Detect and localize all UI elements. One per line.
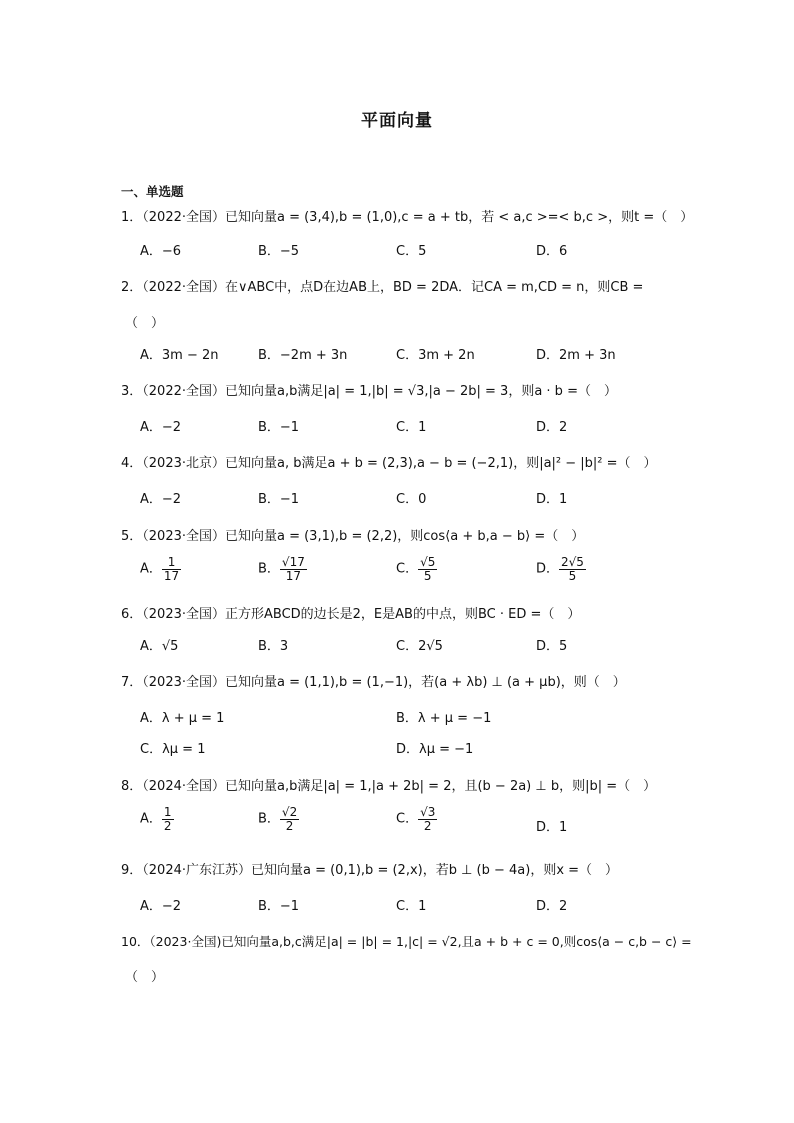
question-1-options: [140, 240, 680, 270]
numerator: √5: [420, 555, 436, 569]
option-a: A．−2: [140, 492, 182, 507]
question-1: 1．（2022·全国）已知向量a = (3,4),b = (1,0),c = a + tb，若 < a,c >=< b,c >，则t =（ ）: [121, 210, 694, 225]
question-5-options: [140, 556, 680, 592]
option-c: C．1: [396, 420, 427, 435]
question-2-bracket: （ ）: [125, 316, 165, 331]
numerator: √17: [281, 555, 305, 569]
denominator: 17: [163, 568, 180, 583]
fraction: [162, 806, 174, 832]
option-a: A．3m − 2n: [140, 348, 219, 363]
option-b: B．λ + μ = −1: [396, 711, 492, 726]
question-10-bracket: （ ）: [125, 970, 165, 985]
option-a: A．−6: [140, 244, 182, 259]
denominator: 5: [568, 568, 577, 583]
option-d: [536, 556, 586, 582]
question-7: 7．（2023·全国）已知向量a = (1,1),b = (1,−1)，若(a + λb) ⊥ (a + μb)，则（ ）: [121, 675, 626, 690]
fraction: [280, 806, 299, 832]
option-d: [536, 816, 567, 835]
option-label: C．: [396, 561, 419, 577]
option-b: [258, 806, 299, 832]
option-a: A．−2: [140, 899, 182, 914]
numerator: √2: [281, 805, 298, 819]
option-a: A．−2: [140, 420, 182, 435]
numerator: √3: [420, 805, 436, 819]
option-c: C．5: [396, 244, 427, 259]
question-9: 9．（2024·广东江苏）已知向量a = (0,1),b = (2,x)，若b ⊥ (b − 4a)，则x =（ ）: [121, 863, 619, 878]
option-label: D．: [536, 820, 560, 835]
question-9-options: [140, 895, 680, 925]
option-b: B．−1: [258, 420, 300, 435]
fraction: [418, 806, 437, 832]
option-d: D．2: [536, 899, 568, 914]
option-b: B．−1: [258, 492, 300, 507]
option-a: A．λ + μ = 1: [140, 711, 225, 726]
option-value: 1: [559, 820, 568, 835]
question-4-options: [140, 488, 680, 518]
numerator: 1: [162, 556, 181, 570]
option-label: D．: [536, 561, 560, 577]
option-c: [396, 556, 437, 582]
question-2-options: [140, 344, 680, 374]
fraction: [418, 556, 437, 582]
question-10: 10．（2023·全国)已知向量a,b,c满足|a| = |b| = 1,|c| = √2,且a + b + c = 0,则cos⟨a − c,b − c⟩ =: [121, 934, 692, 949]
fraction: [559, 556, 586, 582]
option-label: C．: [396, 811, 419, 827]
option-c: C．λμ = 1: [140, 742, 206, 757]
option-a: A．√5: [140, 639, 179, 654]
option-label: B．: [258, 561, 280, 577]
question-2: 2．（2022·全国）在∨ABC中，点D在边AB上，BD = 2DA．记CA = m,CD = n，则CB =: [121, 280, 644, 295]
question-7-options-row1: [140, 707, 680, 737]
question-3-options: [140, 416, 680, 446]
fraction: [162, 556, 181, 582]
question-8: 8．（2024·全国）已知向量a,b满足|a| = 1,|a + 2b| = 2，且(b − 2a) ⊥ b，则|b| =（ ）: [121, 779, 657, 794]
numerator: 2√5: [561, 555, 584, 569]
denominator: 17: [285, 568, 302, 583]
option-d: D．6: [536, 244, 568, 259]
option-label: B．: [258, 811, 280, 827]
option-c: C．0: [396, 492, 427, 507]
numerator: 1: [163, 805, 172, 819]
option-b: [258, 556, 307, 582]
option-d: D．5: [536, 639, 568, 654]
question-6-options: [140, 635, 680, 665]
option-b: B．−2m + 3n: [258, 348, 348, 363]
option-b: B．−1: [258, 899, 300, 914]
denominator: 2: [285, 818, 294, 833]
option-b: B．3: [258, 639, 289, 654]
option-c: C．1: [396, 899, 427, 914]
question-6: 6．（2023·全国）正方形ABCD的边长是2，E是AB的中点，则BC · ED =（ ）: [121, 607, 581, 622]
question-5: 5．（2023·全国）已知向量a = (3,1),b = (2,2)，则cos⟨a + b,a − b⟩ =（ ）: [121, 529, 585, 544]
question-8-options: [140, 806, 680, 842]
option-label: A．: [140, 811, 162, 827]
question-4: 4．（2023·北京）已知向量a, b满足a + b = (2,3),a − b = (−2,1)，则|a|² − |b|² =（ ）: [121, 456, 657, 471]
option-a: [140, 806, 174, 832]
question-3: 3．（2022·全国）已知向量a,b满足|a| = 1,|b| = √3,|a − 2b| = 3，则a · b =（ ）: [121, 384, 617, 399]
option-c: C．3m + 2n: [396, 348, 475, 363]
denominator: 2: [163, 818, 172, 833]
page-title: 平面向量: [361, 111, 433, 131]
denominator: 5: [423, 568, 432, 583]
question-7-options-row2: [140, 738, 680, 768]
option-d: D．2: [536, 420, 568, 435]
option-b: B．−5: [258, 244, 300, 259]
option-c: C．2√5: [396, 639, 443, 654]
denominator: 2: [423, 818, 432, 833]
option-d: D．λμ = −1: [396, 742, 474, 757]
option-c: [396, 806, 437, 832]
option-d: D．1: [536, 492, 568, 507]
fraction: [280, 556, 307, 582]
option-d: D．2m + 3n: [536, 348, 616, 363]
section-heading: 一、单选题: [121, 184, 184, 199]
option-label: A．: [140, 561, 162, 577]
option-a: [140, 556, 181, 582]
